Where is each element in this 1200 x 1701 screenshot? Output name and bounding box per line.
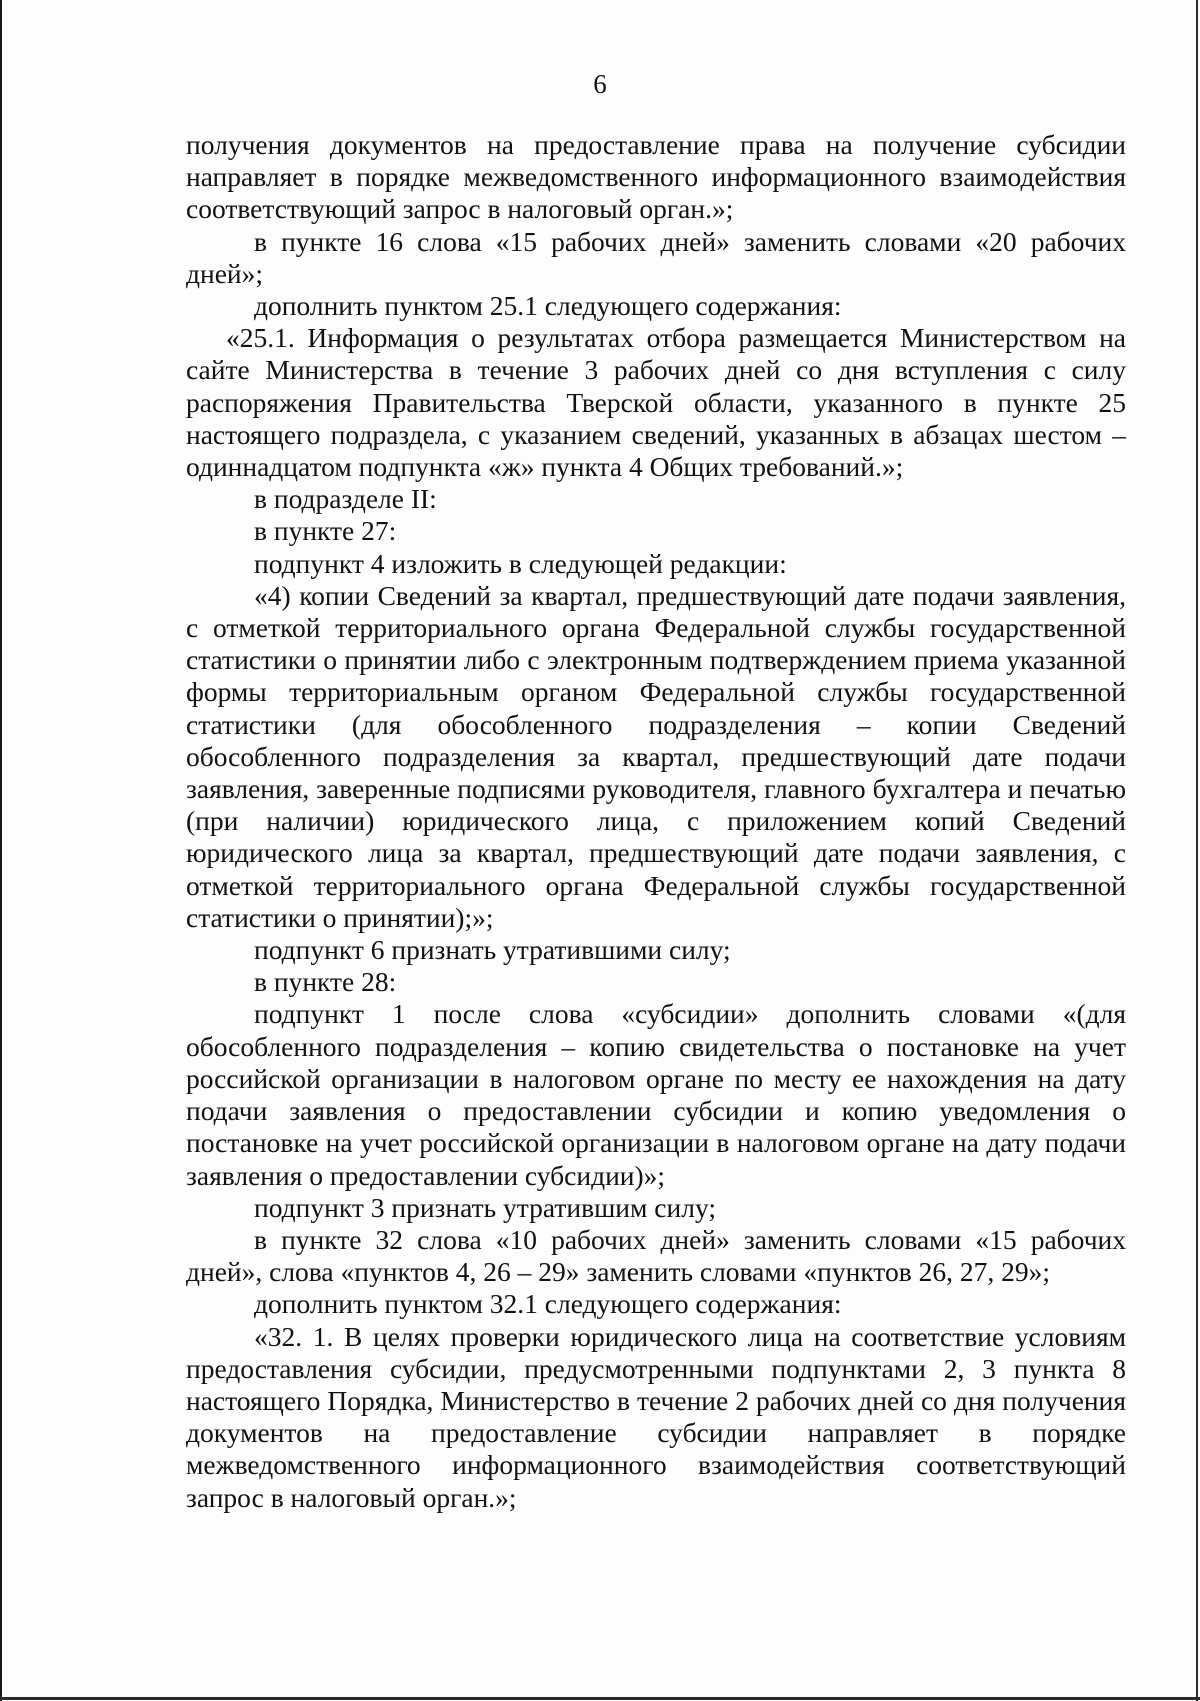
paragraph: «25.1. Информация о результатах отбора размещается Министерством на сайте Министерства в течение 3 рабочих дней со дня вступления с силу распоряжения Правительства Тверской области, указанного в пункте 25 настоящего подраздела, с указанием сведений, указанных в абзацах шестом – одиннадцатом подпункта «ж» пункта 4 Общих требований.»; [186,322,1126,483]
paragraph: в пункте 32 слова «10 рабочих дней» заменить словами «15 рабочих дней», слова «пунктов 4, 26 – 29» заменить словами «пунктов 26, 27, 29»; [186,1223,1126,1288]
paragraph: «32. 1. В целях проверки юридического лица на соответствие условиям предоставления субсидии, предусмотренными подпунктами 2, 3 пункта 8 настоящего Порядка, Министерство в течение 2 рабочих дней со дня получения документов на предоставление субсидии направляет в порядке межведомственного информационного взаимодействия соответствующий запрос в налоговый орган.»; [186,1320,1126,1513]
paragraph: в пункте 16 слова «15 рабочих дней» заменить словами «20 рабочих дней»; [186,225,1126,289]
paragraph: получения документов на предоставление права на получение субсидии направляет в порядке межведомственного информационного взаимодействия соответствующий запрос в налоговый орган.»; [186,129,1126,225]
scan-edge-left [0,0,2,1701]
paragraph: в пункте 27: [254,515,397,547]
paragraph: подпункт 1 после слова «субсидии» дополнить словами «(для обособленного подразделения – копию свидетельства о постановке на учет российской организации в налоговом органе по месту ее нахождения на дату подачи заявления о предоставлении субсидии и копию уведомления о постановке на учет российской организации в налоговом органе на дату подачи заявления о предоставлении субсидии)»; [186,998,1126,1191]
scan-edge-bottom [0,1697,1200,1700]
paragraph: дополнить пунктом 25.1 следующего содержания: [254,290,842,322]
paragraph: подпункт 3 признать утратившим силу; [254,1191,716,1223]
scan-edge-right [1196,0,1198,1701]
paragraph: дополнить пунктом 32.1 следующего содержания: [254,1288,842,1320]
body-text [186,129,1126,1514]
paragraph: в подразделе II: [254,483,437,515]
paragraph: подпункт 4 изложить в следующей редакции: [254,547,787,579]
paragraph: подпункт 6 признать утратившими силу; [254,934,731,966]
paragraph: в пункте 28: [254,966,397,998]
paragraph: «4) копии Сведений за квартал, предшествующий дате подачи заявления, с отметкой территориального органа Федеральной службы государственной статистики о принятии либо с электронным подтверждением приема указанной формы территориальным органом Федеральной службы государственной статистики (для обособленного подразделения – копии Сведений обособленного подразделения за квартал, предшествующий дате подачи заявления, заверенные подписями руководителя, главного бухгалтера и печатью (при наличии) юридического лица, с приложением копий Сведений юридического лица за квартал, предшествующий дате подачи заявления, с отметкой территориального органа Федеральной службы государственной статистики о принятии);»; [186,579,1126,933]
page-number: 6 [593,69,607,99]
